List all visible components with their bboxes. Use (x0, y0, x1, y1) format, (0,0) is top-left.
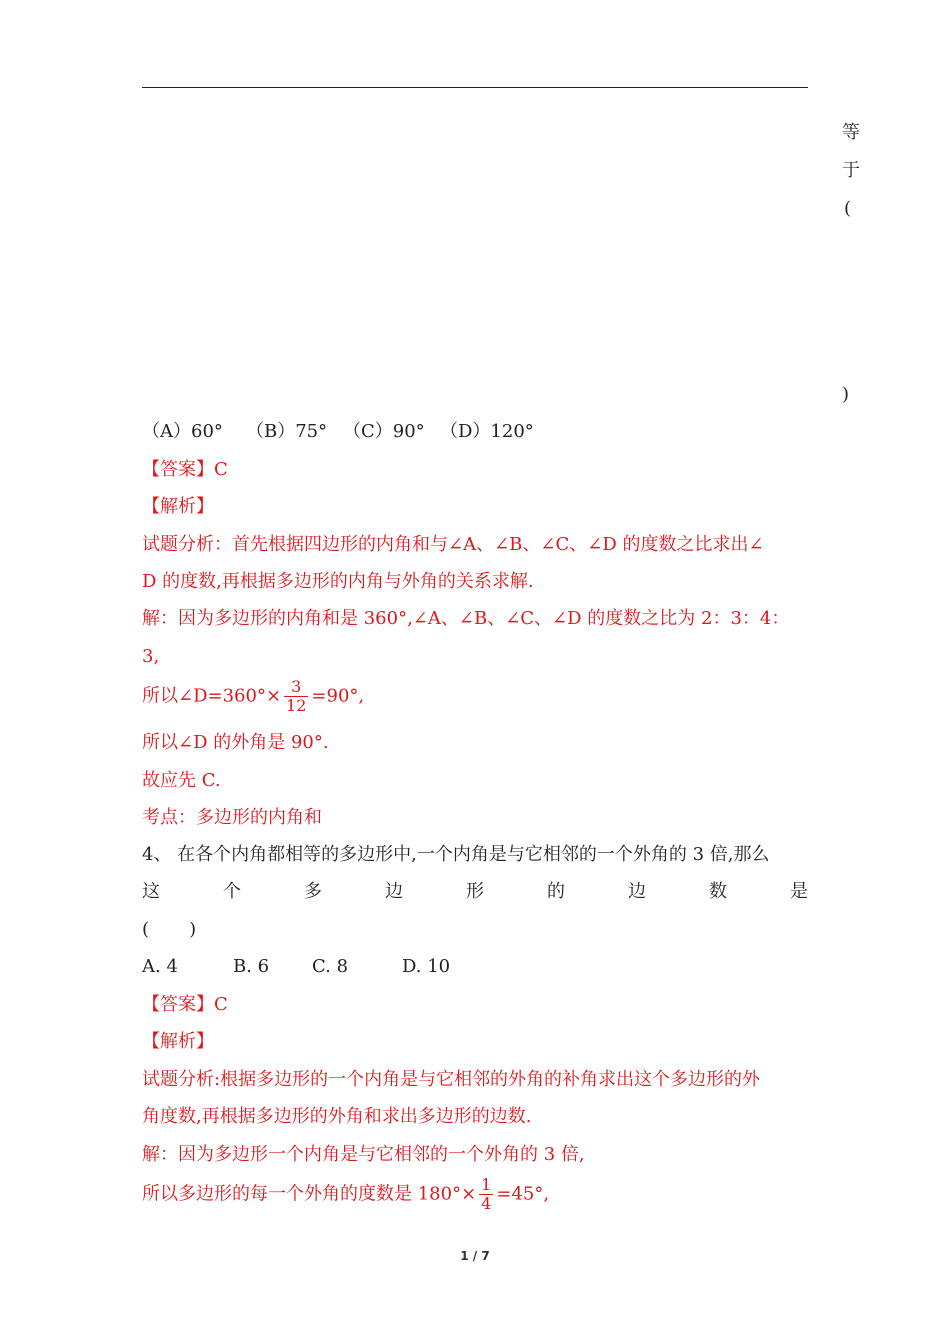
fraction (284, 678, 308, 715)
stem-char: 边 (385, 881, 403, 902)
stem-char: 这 (142, 881, 160, 902)
calc-prefix: 所以多边形的每一个外角的度数是 180°× (142, 1183, 477, 1205)
q4-stem-line (142, 880, 808, 904)
q4-analysis-line: 角度数,再根据多边形的外角和求出多边形的边数. (142, 1106, 532, 1127)
vertical-char: ( (844, 198, 852, 219)
q3-topic: 考点：多边形的内角和 (142, 807, 322, 828)
header-rule (142, 87, 808, 88)
q4-calculation (142, 1176, 549, 1213)
q3-analysis-line: 试题分析：首先根据四边形的内角和与∠A、∠B、∠C、∠D 的度数之比求出∠ (142, 534, 764, 555)
stem-char: 多 (304, 881, 322, 902)
q4-option-b: B. 6 (233, 956, 270, 977)
q4-answer (142, 993, 228, 1017)
q3-analysis-label: 【解析】 (142, 496, 214, 517)
q3-option-b: （B）75° (246, 421, 328, 442)
vertical-char: 于 (842, 160, 860, 181)
q4-solution-line: 解：因为多边形一个内角是与它相邻的一个外角的 3 倍, (142, 1144, 585, 1165)
q3-option-a: （A）60° (142, 421, 223, 442)
q3-choice: 故应先 C. (142, 770, 221, 791)
q4-analysis-label: 【解析】 (142, 1031, 214, 1052)
fraction (479, 1176, 493, 1213)
vertical-char: 等 (842, 122, 860, 143)
calc-suffix: =45°, (496, 1183, 550, 1205)
q3-calculation (142, 678, 364, 715)
q3-conclusion: 所以∠D 的外角是 90°. (142, 732, 329, 753)
answer-label: 【答案】 (142, 459, 214, 480)
q3-answer (142, 458, 228, 482)
stem-char: 个 (223, 881, 241, 902)
fraction-denominator: 12 (286, 696, 307, 715)
fraction-numerator: 3 (284, 678, 308, 697)
q3-option-c: （C）90° (343, 421, 425, 442)
q3-analysis-line: D 的度数,再根据多边形的内角与外角的关系求解. (142, 571, 534, 592)
q4-option-a: A. 4 (142, 956, 178, 977)
stem-char: 数 (709, 881, 727, 902)
stem-char: 边 (628, 881, 646, 902)
q3-solution-line: 解：因为多边形的内角和是 360°,∠A、∠B、∠C、∠D 的度数之比为 2：3：4： (142, 608, 790, 629)
q4-stem-line: 4、 在各个内角都相等的多边形中,一个内角是与它相邻的一个外角的 3 倍,那么 (142, 844, 770, 865)
stem-char: 的 (547, 881, 565, 902)
vertical-char: ) (842, 384, 850, 405)
answer-value: C (214, 459, 228, 480)
page-number: 1 / 7 (460, 1249, 490, 1263)
calc-prefix: 所以∠D=360°× (142, 685, 282, 707)
q4-analysis-line: 试题分析:根据多边形的一个内角是与它相邻的外角的补角求出这个多边形的外 (142, 1069, 761, 1090)
answer-value: C (214, 994, 228, 1015)
calc-suffix: =90°, (311, 685, 365, 707)
fraction-denominator: 4 (481, 1194, 492, 1213)
q4-answer-blank: ( ) (142, 919, 197, 940)
stem-char: 是 (790, 881, 808, 902)
stem-char: 形 (466, 881, 484, 902)
q3-option-d: （D）120° (440, 421, 534, 442)
q4-option-c: C. 8 (312, 956, 349, 977)
q3-solution-line: 3, (142, 646, 160, 667)
q4-option-d: D. 10 (402, 956, 451, 977)
fraction-numerator: 1 (481, 1175, 492, 1194)
answer-label: 【答案】 (142, 994, 214, 1015)
